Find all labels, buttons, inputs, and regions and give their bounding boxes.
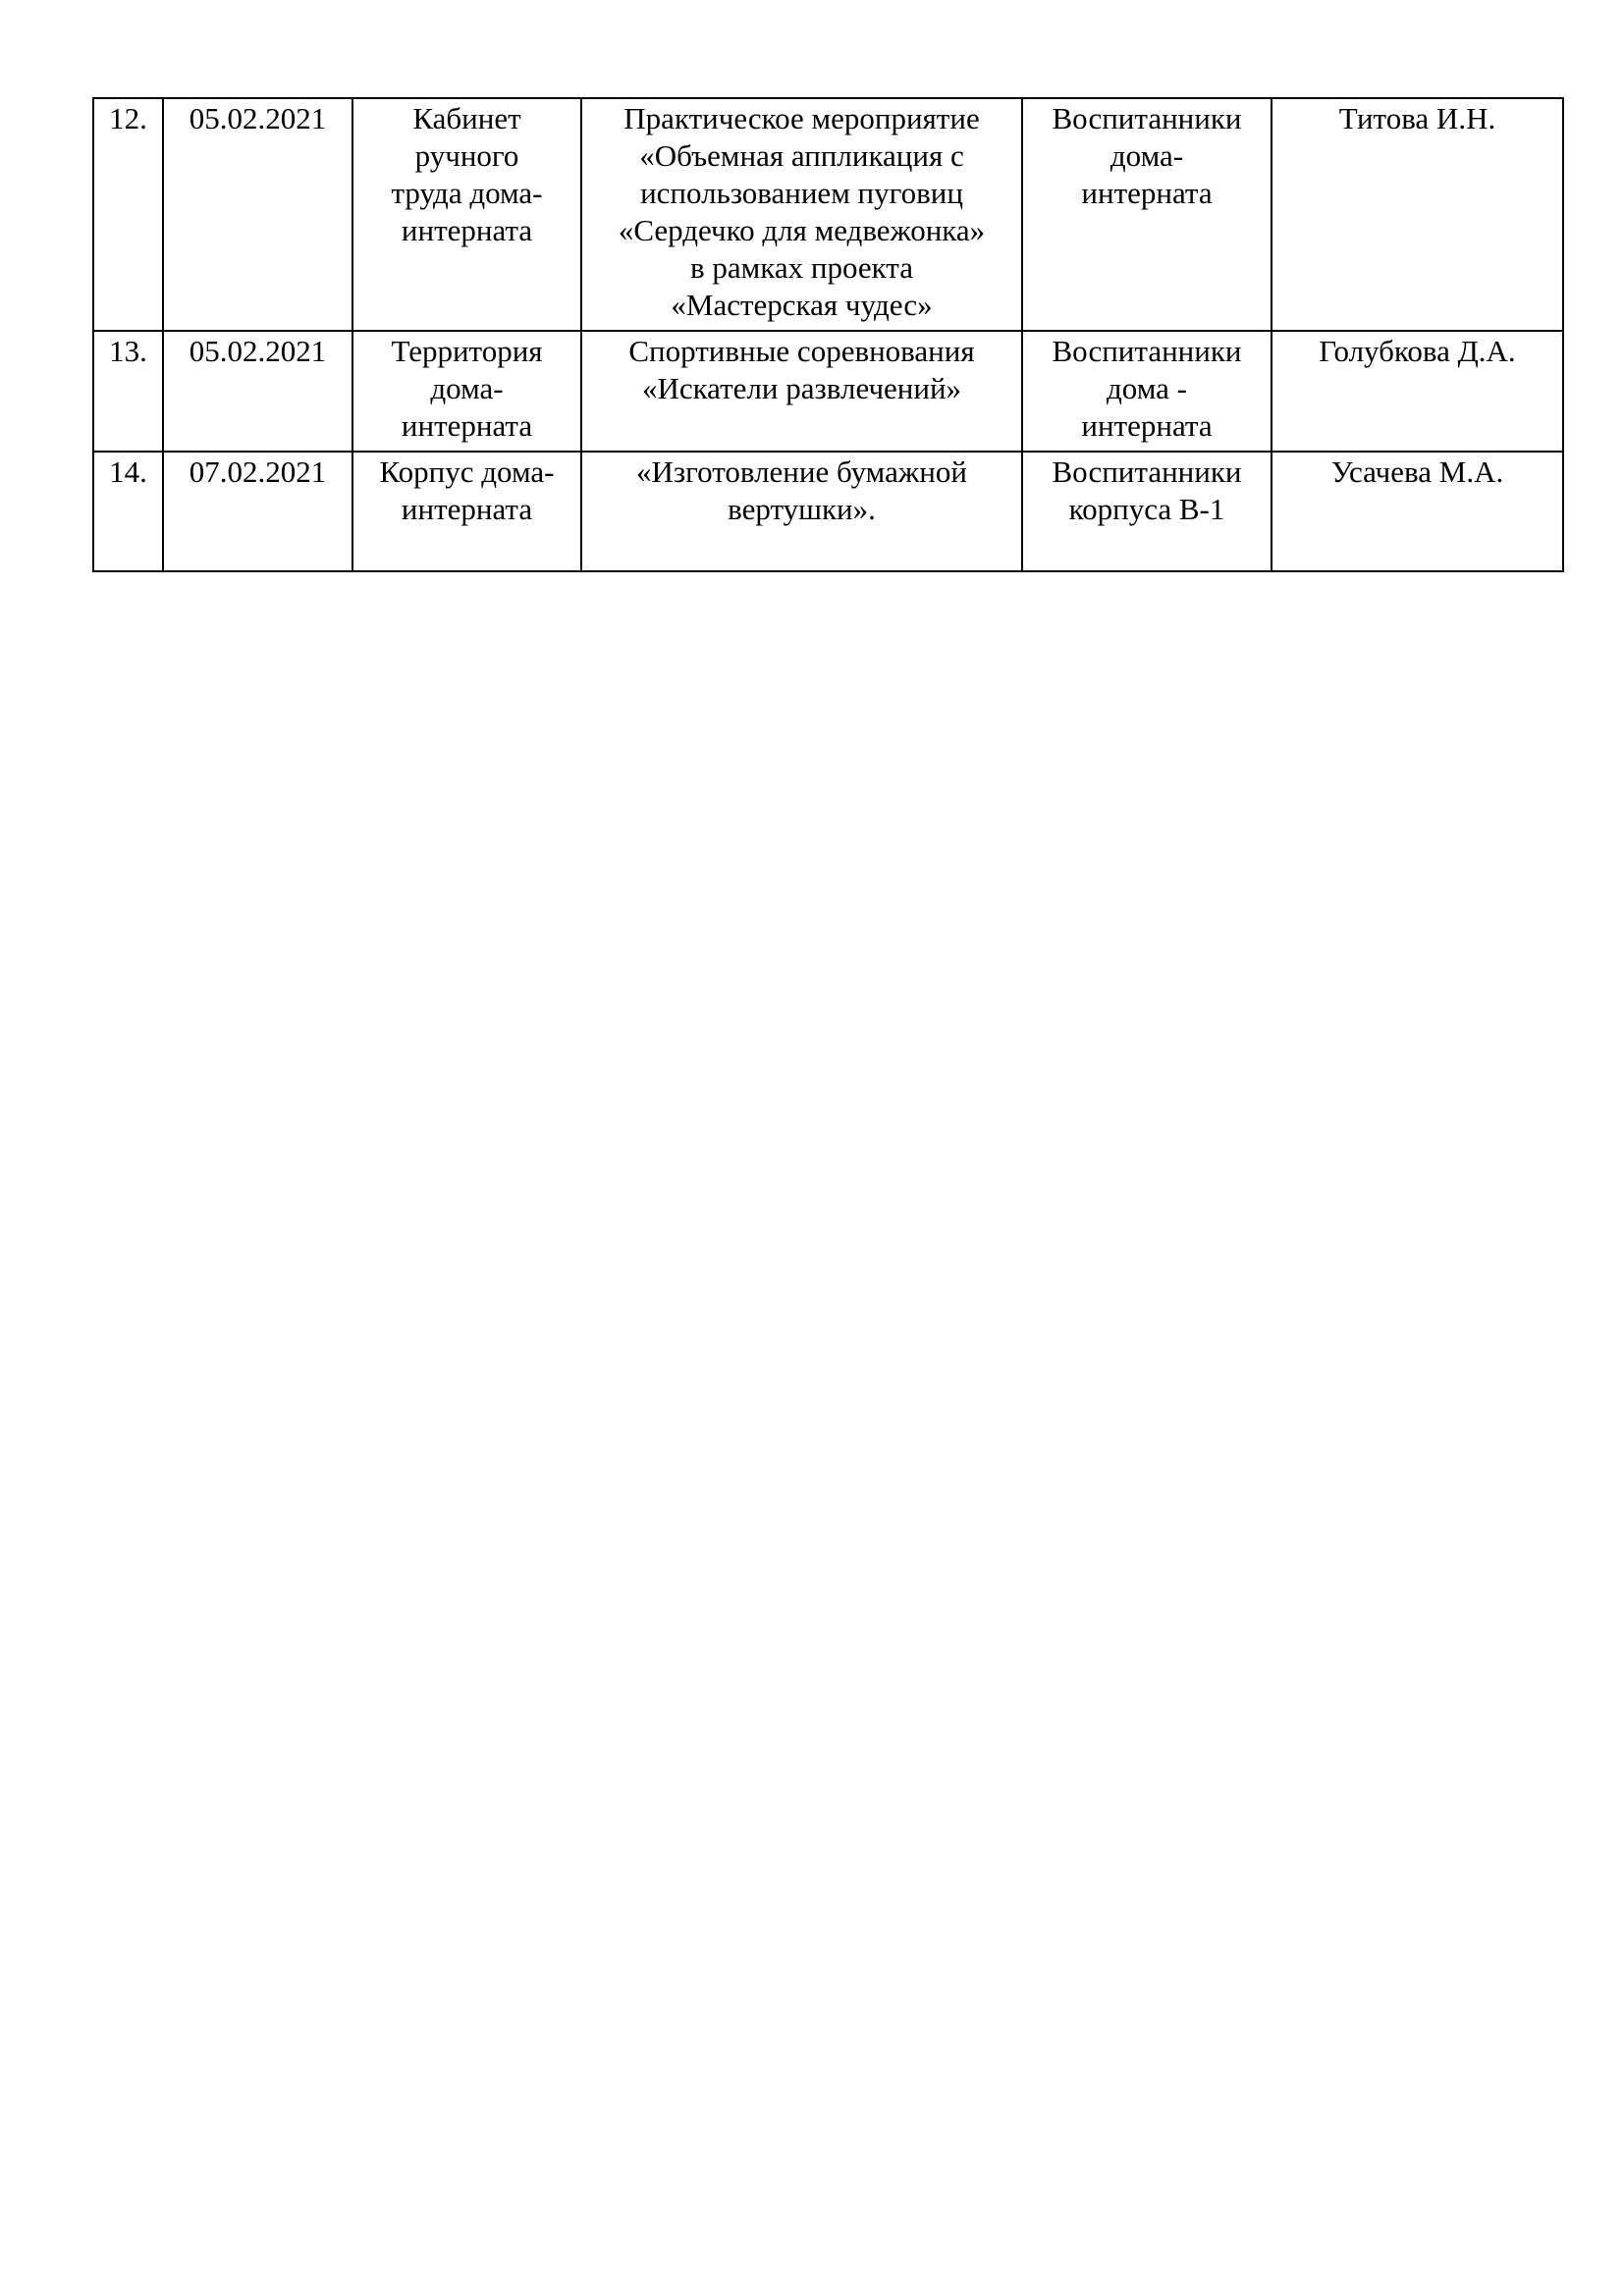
place-cell: Корпус дома- интерната xyxy=(352,452,581,571)
date-cell: 05.02.2021 xyxy=(163,331,352,452)
date-cell: 05.02.2021 xyxy=(163,98,352,331)
table-row xyxy=(93,331,1563,452)
place-cell: Кабинет ручного труда дома- интерната xyxy=(352,98,581,331)
events-table xyxy=(92,97,1564,572)
participants-cell: Воспитанники корпуса В-1 xyxy=(1022,452,1272,571)
table-row xyxy=(93,452,1563,571)
row-number-cell: 12. xyxy=(93,98,163,331)
event-cell: «Изготовление бумажной вертушки». xyxy=(581,452,1022,571)
participants-cell: Воспитанники дома- интерната xyxy=(1022,98,1272,331)
event-cell: Спортивные соревнования «Искатели развлечений» xyxy=(581,331,1022,452)
row-number-cell: 14. xyxy=(93,452,163,571)
event-cell: Практическое мероприятие «Объемная аппликация с использованием пуговиц «Сердечко для медвежонка» в рамках проекта «Мастерская чудес» xyxy=(581,98,1022,331)
place-cell: Территория дома- интерната xyxy=(352,331,581,452)
row-number-cell: 13. xyxy=(93,331,163,452)
responsible-cell: Усачева М.А. xyxy=(1272,452,1563,571)
participants-cell: Воспитанники дома - интерната xyxy=(1022,331,1272,452)
responsible-cell: Голубкова Д.А. xyxy=(1272,331,1563,452)
date-cell: 07.02.2021 xyxy=(163,452,352,571)
responsible-cell: Титова И.Н. xyxy=(1272,98,1563,331)
table-row xyxy=(93,98,1563,331)
